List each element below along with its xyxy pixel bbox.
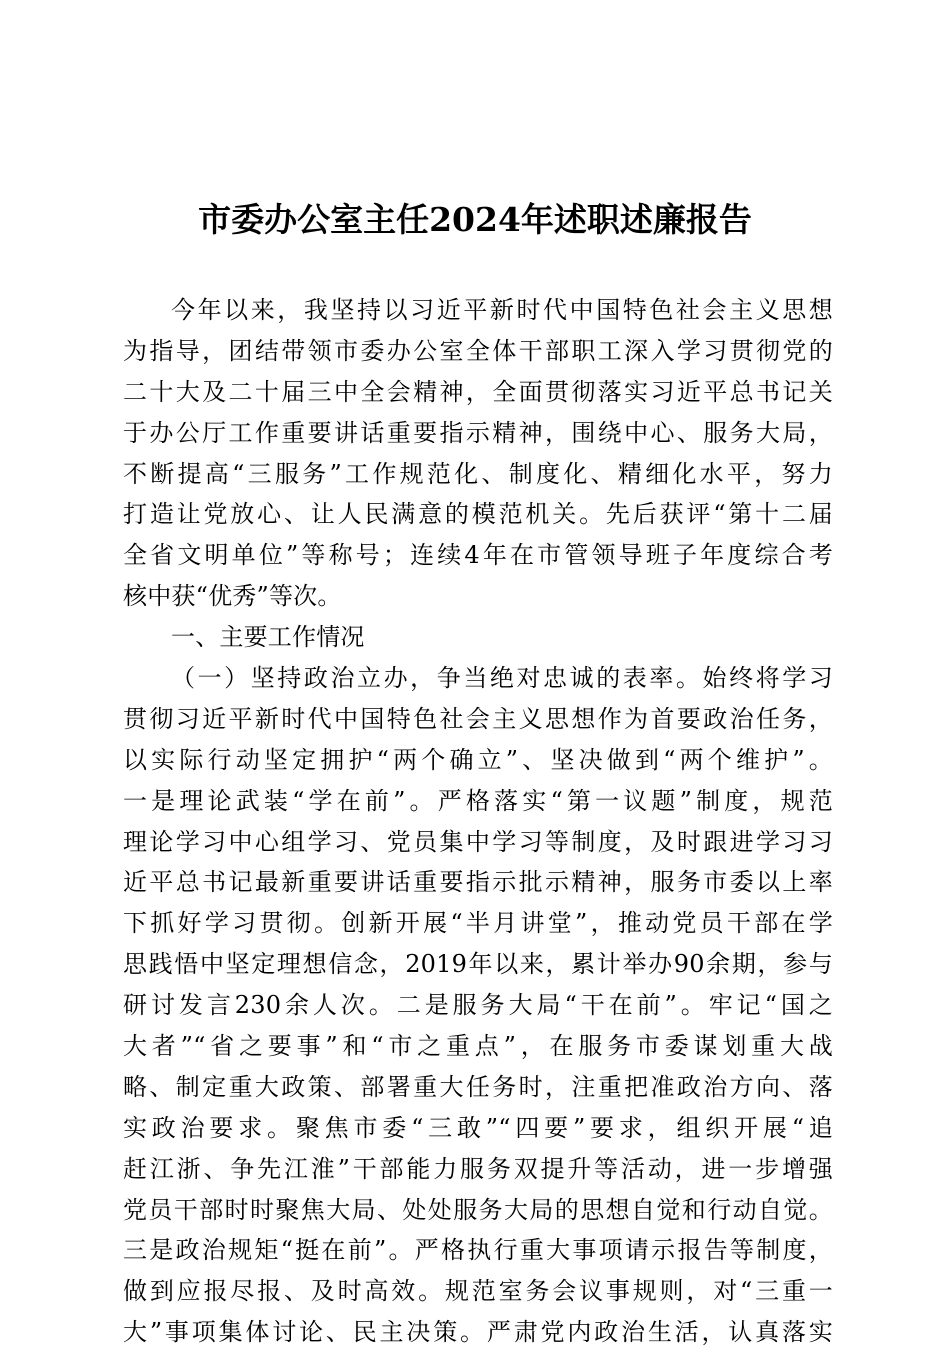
paragraph-line: 今年以来，我坚持以习近平新时代中国特色社会主义思想: [171, 296, 833, 324]
paragraph-line: 二十大及二十届三中全会精神，全面贯彻落实习近平总书记关: [123, 377, 833, 406]
document-title: 市委办公室主任2024年述职述廉报告: [198, 200, 752, 239]
paragraph-line: 做到应报尽报、及时高效。规范室务会议事规则，对“三重一: [123, 1277, 833, 1306]
paragraph-line: 研讨发言230余人次。二是服务大局“干在前”。牢记“国之: [123, 991, 833, 1020]
paragraph-line: 打造让党放心、让人民满意的模范机关。先后获评“第十二届: [123, 500, 833, 529]
paragraph-line: 赶江浙、争先江淮”干部能力服务双提升等活动，进一步增强: [123, 1154, 833, 1183]
paragraph-line: 思践悟中坚定理想信念，2019年以来，累计举办90余期，参与: [123, 950, 833, 979]
paragraph-line: 三是政治规矩“挺在前”。严格执行重大事项请示报告等制度，: [123, 1236, 833, 1265]
document-body: [123, 290, 833, 1353]
paragraph-line: 实政治要求。聚焦市委“三敢”“四要”要求，组织开展“追: [123, 1113, 833, 1142]
paragraph-line: 党员干部时时聚焦大局、处处服务大局的思想自觉和行动自觉。: [123, 1195, 833, 1224]
section-heading: 一、主要工作情况: [171, 623, 365, 652]
paragraph-line: 不断提高“三服务”工作规范化、制度化、精细化水平，努力: [123, 459, 833, 488]
paragraph-line: 理论学习中心组学习、党员集中学习等制度，及时跟进学习习: [123, 827, 833, 856]
paragraph-line: 于办公厅工作重要讲话重要指示精神，围绕中心、服务大局，: [123, 418, 833, 447]
paragraph-line: 略、制定重大政策、部署重大任务时，注重把准政治方向、落: [123, 1072, 833, 1101]
paragraph-line: 全省文明单位”等称号；连续4年在市管领导班子年度综合考: [123, 541, 833, 570]
paragraph-line: 以实际行动坚定拥护“两个确立”、坚决做到“两个维护”。: [123, 745, 833, 774]
paragraph-line: 大者”“省之要事”和“市之重点”，在服务市委谋划重大战: [123, 1032, 833, 1061]
paragraph-line: 一是理论武装“学在前”。严格落实“第一议题”制度，规范: [123, 786, 833, 815]
paragraph-line: 下抓好学习贯彻。创新开展“半月讲堂”，推动党员干部在学: [123, 909, 833, 938]
paragraph-line: 核中获“优秀”等次。: [123, 582, 342, 611]
paragraph-line: 为指导，团结带领市委办公室全体干部职工深入学习贯彻党的: [123, 336, 833, 365]
paragraph-line: 大”事项集体讨论、民主决策。严肃党内政治生活，认真落实: [123, 1318, 833, 1347]
paragraph-line: 近平总书记最新重要讲话重要指示批示精神，服务市委以上率: [123, 868, 833, 897]
paragraph-line: （一）坚持政治立办，争当绝对忠诚的表率。始终将学习: [171, 664, 833, 693]
paragraph-line: 贯彻习近平新时代中国特色社会主义思想作为首要政治任务，: [123, 704, 833, 733]
